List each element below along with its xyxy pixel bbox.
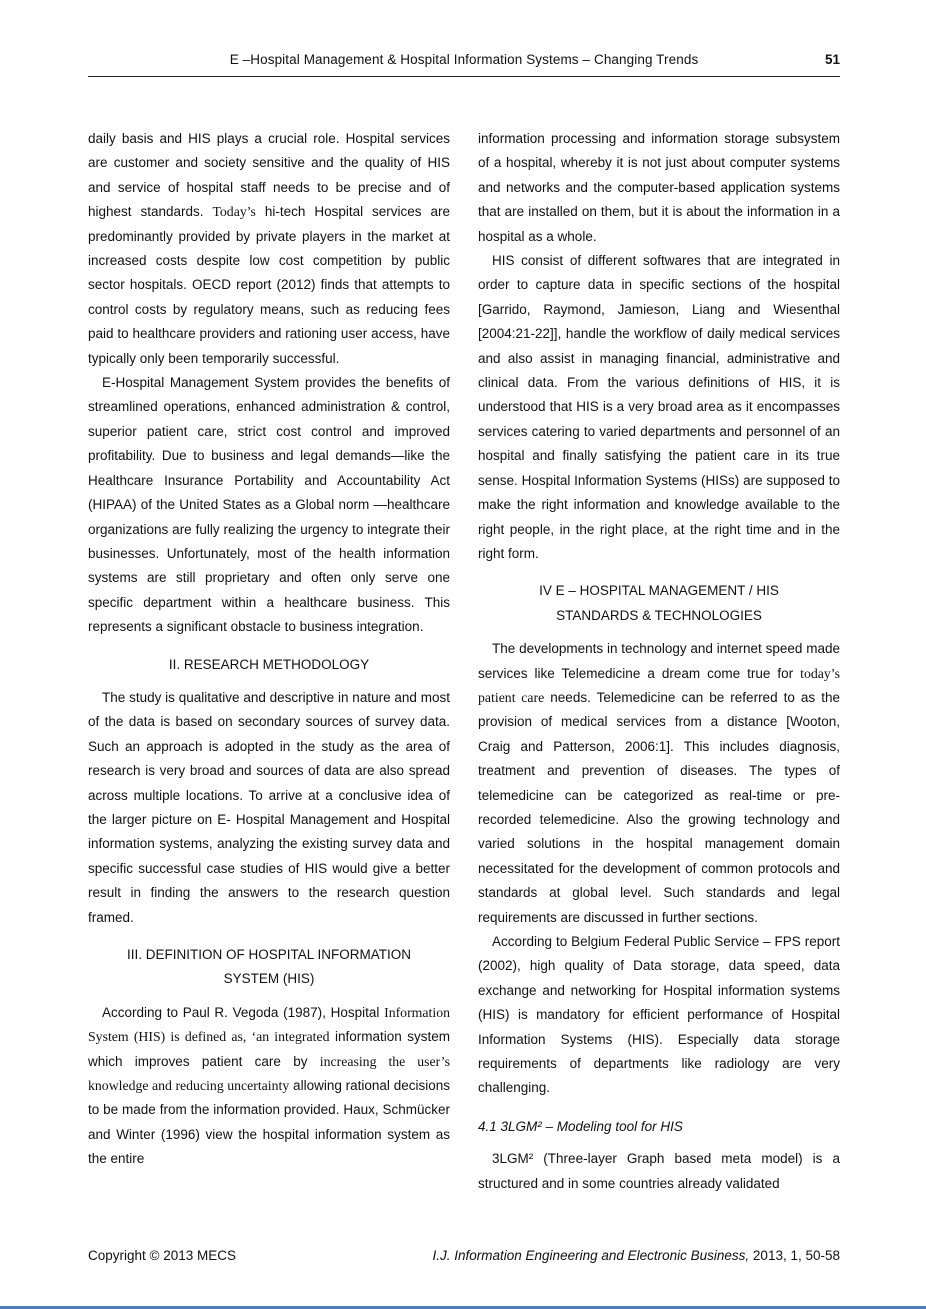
- paragraph: E-Hospital Management System provides the benefits of streamlined operations, enhanced administration & control, superior patient care, strict cost control and improved profitability. Due to business and legal demands—like the Healthcare Insurance Portability and Accountability Act (HIPAA) of the United States as a Global norm —healthcare organizations are fully realizing the urgency to integrate their businesses. Unfortunately, most of the health information systems are still proprietary and often only serve one specific department within a healthcare business. This represents a significant obstacle to business integration.: [88, 375, 450, 635]
- footer-issue-info: 2013, 1, 50-58: [749, 1248, 840, 1263]
- running-header: [88, 0, 840, 77]
- heading-line: II. RESEARCH METHODOLOGY: [168, 656, 370, 672]
- header-page-number: 51: [824, 52, 840, 67]
- two-column-body: [88, 127, 840, 1196]
- page-footer: [88, 1248, 840, 1263]
- footer-citation: [433, 1248, 841, 1263]
- subsection-heading-4-1: 4.1 3LGM² – Modeling tool for HIS: [478, 1118, 683, 1134]
- paragraph: According to Belgium Federal Public Service – FPS report (2002), high quality of Data storage, data speed, data exchange and networking for Hospital information systems (HIS) is mandatory for efficient performance of Hospital Information Systems (HIS). Especially data storage requirements of departments like radiology are very challenging.: [478, 934, 840, 1096]
- heading-line: STANDARDS & TECHNOLOGIES: [556, 607, 762, 623]
- paragraph: According to Paul R. Vegoda (1987), Hospital Information System (HIS) is defined as, ‘an integrated information system which improves patient care by increasing the user’s knowledge and reducing uncertainty allowing rational decisions to be made from the information provided. Haux, Schmücker and Winter (1996) view the hospital information system as the entire: [88, 1004, 450, 1167]
- column-right: [478, 127, 840, 1196]
- heading-line: SYSTEM (HIS): [223, 971, 315, 987]
- footer-copyright: Copyright © 2013 MECS: [88, 1248, 237, 1263]
- heading-line: IV E – HOSPITAL MANAGEMENT / HIS: [539, 583, 779, 599]
- header-title: E –Hospital Management & Hospital Information Systems – Changing Trends: [229, 52, 699, 67]
- footer-journal-title: I.J. Information Engineering and Electronic Business,: [432, 1248, 750, 1263]
- page-content: [88, 0, 840, 1196]
- paragraph: HIS consist of different softwares that are integrated in order to capture data in specific sections of the hospital [Garrido, Raymond, Jamieson, Liang and Wiesenthal [2004:21-22]], handle the workflow of daily medical services and also assist in managing financial, administrative and clinical data. From the various definitions of HIS, it is understood that HIS is a very broad area as it encompasses services catering to varied departments and personnel of an hospital and finally satisfying the patient care in its true sense. Hospital Information Systems (HISs) are supposed to make the right information and knowledge available to the right people, in the right place, at the right time and in the right form.: [478, 253, 840, 561]
- section-heading-iii: [88, 943, 450, 992]
- section-heading-iv: [478, 579, 840, 628]
- heading-line: III. DEFINITION OF HOSPITAL INFORMATION: [126, 947, 411, 962]
- column-left: [88, 127, 450, 1196]
- section-heading-ii: [88, 653, 450, 677]
- paragraph: 3LGM² (Three-layer Graph based meta model) is a structured and in some countries already validated: [478, 1151, 840, 1191]
- paragraph: information processing and information storage subsystem of a hospital, whereby it is not just about computer systems and networks and the computer-based application systems that are installed on them, but it is about the information in a hospital as a whole.: [478, 131, 840, 244]
- paragraph: The developments in technology and internet speed made services like Telemedicine a dream come true for today’s patient care needs. Telemedicine can be referred to as the provision of medical services from a distance [Wooton, Craig and Patterson, 2006:1]. This includes diagnosis, treatment and prevention of diseases. The types of telemedicine can be categorized as real-time or pre-recorded telemedicine. Also the growing technology and varied solutions in the hospital management domain necessitated for the development of common protocols and standards at global level. Such standards and legal requirements are discussed in further sections.: [478, 641, 840, 925]
- paragraph: The study is qualitative and descriptive in nature and most of the data is based on secondary sources of survey data. Such an approach is adopted in the study as the area of research is very broad and sources of data are also spread across multiple locations. To arrive at a conclusive idea of the larger picture on E- Hospital Management and Hospital information systems, analyzing the existing survey data and specific successful case studies of HIS would give a better result in finding the answers to the research question framed.: [88, 689, 450, 925]
- paragraph: daily basis and HIS plays a crucial role. Hospital services are customer and society sensitive and the quality of HIS and service of hospital staff needs to be precise and of highest standards. Today’s hi-tech Hospital services are predominantly provided by private players in the market at increased costs despite low cost competition by public sector hospitals. OECD report (2012) finds that attempts to control costs by regulatory means, such as reducing fees paid to healthcare providers and rationing user access, have typically only been temporarily successful.: [88, 131, 450, 366]
